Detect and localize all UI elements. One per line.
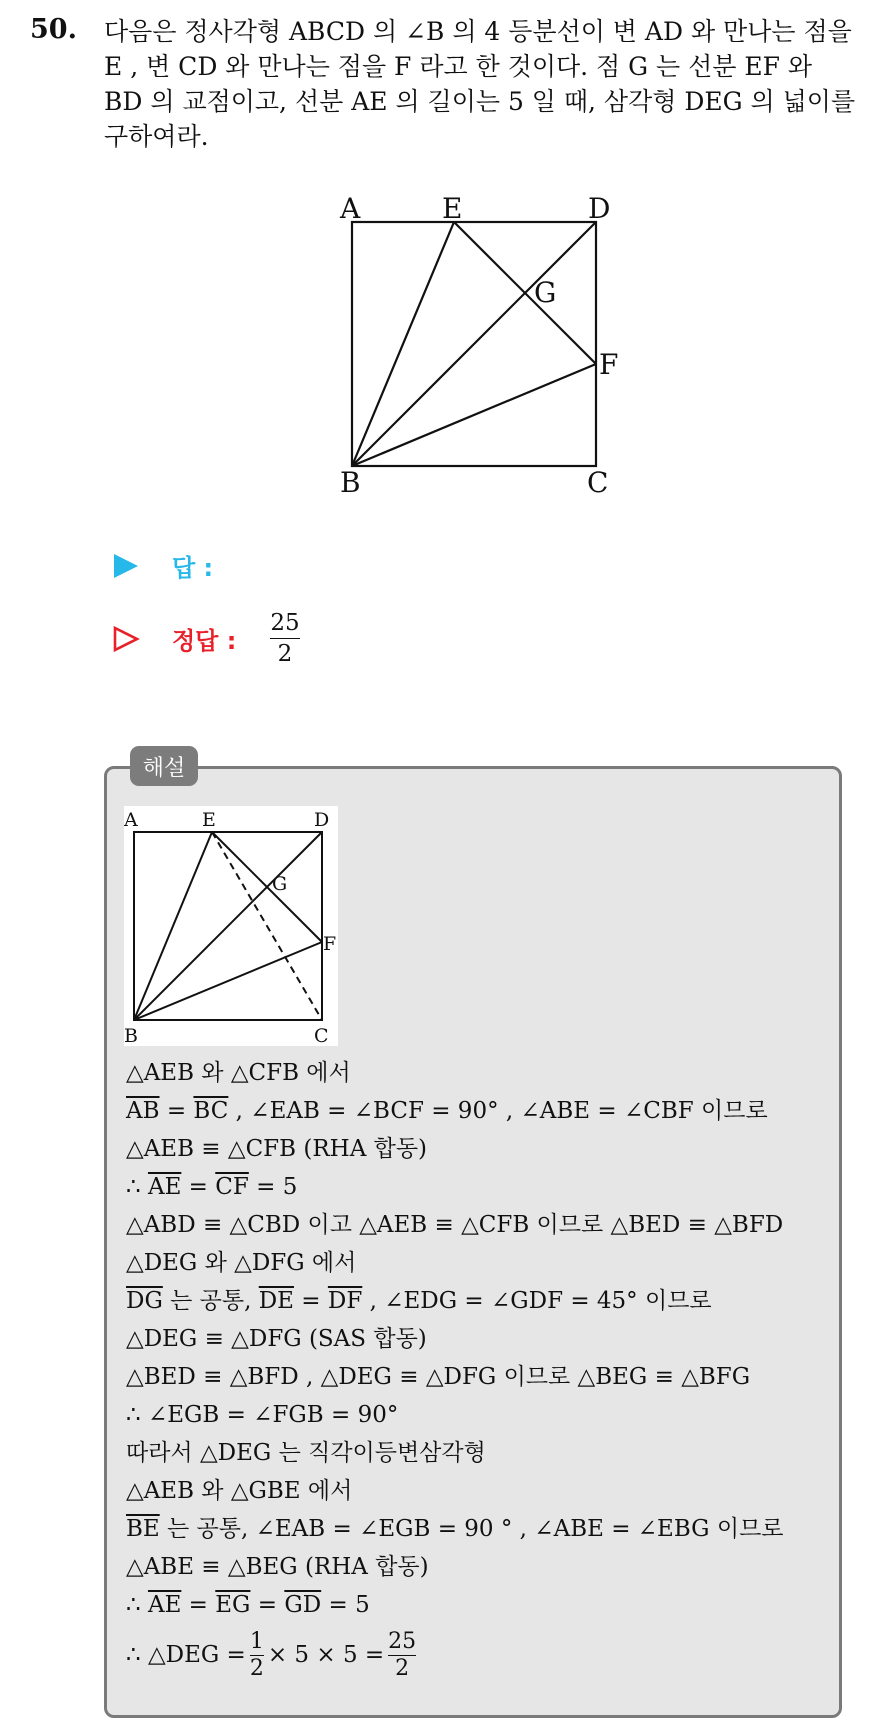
explanation-line: $\overline{BE}$ 는 공통, ∠EAB = ∠EGB = 90 ° , ∠ABE = ∠EBG 이므로 [126,1516,784,1542]
segment-symbol: $\overline{DF}$ [327,1288,363,1314]
explanation-tag: 해설 [130,746,198,786]
correct-answer-fraction [270,610,299,667]
label-a: A [340,192,361,225]
label-b: B [340,466,361,499]
segment-symbol: $\overline{AB}$ [126,1098,160,1124]
explanation-figure [124,806,338,1046]
explanation-line: △DEG ≡ △DFG (SAS 합동) [126,1326,427,1352]
explanation-text [126,1054,836,1686]
segment-symbol: $\overline{AE}$ [147,1174,182,1200]
explanation-line: △AEB 와 △CFB 에서 [126,1060,351,1086]
correct-answer-label: 정답 : [172,627,237,655]
segment-symbol: $\overline{CF}$ [215,1174,249,1200]
question-text [104,14,864,154]
segment-symbol: $\overline{AE}$ [147,1592,182,1618]
question-line: 구하여라. [104,122,209,151]
label-b-small: B [124,1025,138,1046]
label-f: F [599,348,619,381]
filled-triangle-icon [112,553,140,579]
label-e-small: E [202,809,216,831]
explanation-line: △AEB 와 △GBE 에서 [126,1478,353,1504]
label-d: D [588,192,611,225]
label-d-small: D [314,809,330,831]
question-line: E , 변 CD 와 만나는 점을 F 라고 한 것이다. 점 G 는 선분 EF 와 [104,52,813,81]
segment-symbol: $\overline{BC}$ [193,1098,229,1124]
label-f-small: F [323,933,337,955]
explanation-line: $\overline{DG}$ 는 공통, $\overline{DE} = \overline{DF}$ , ∠EDG = ∠GDF = 45° 이므로 [126,1288,712,1314]
question-figure [330,188,620,503]
outline-triangle-icon [112,626,140,652]
label-a-small: A [124,809,138,831]
question-number: 50. [30,14,77,45]
label-g: G [534,276,557,309]
explanation-line: ∴ $\overline{AE} = \overline{CF} = 5$ [126,1174,298,1200]
label-c: C [587,466,609,499]
fraction: $\frac{25}{2}$ [388,1628,417,1681]
explanation-line: △DEG 와 △DFG 에서 [126,1250,357,1276]
explanation-line: 따라서 △DEG 는 직각이등변삼각형 [126,1440,486,1466]
label-g-small: G [272,873,288,895]
question-line: 다음은 정사각형 ABCD 의 ∠B 의 4 등분선이 변 AD 와 만나는 점을 [104,17,852,46]
segment-symbol: $\overline{GD}$ [284,1592,322,1618]
explanation-line: ∴ △DEG = $\frac{1}{2}$ × 5 × 5 = $\frac{25}{2}$ [126,1628,417,1681]
label-c-small: C [314,1025,329,1046]
explanation-line: △ABD ≡ △CBD 이고 △AEB ≡ △CFB 이므로 △BED ≡ △BFD [126,1212,784,1238]
answer-label: 답 : [172,554,214,582]
segment-symbol: $\overline{DG}$ [126,1288,163,1314]
segment-symbol: $\overline{BE}$ [126,1516,160,1542]
correct-answer-row [112,610,300,667]
segment-symbol: $\overline{DE}$ [258,1288,294,1314]
answer-row [112,548,213,583]
segment-bd [352,222,596,466]
question-line: BD 의 교점이고, 선분 AE 의 길이는 5 일 때, 삼각형 DEG 의 넓이를 [104,87,856,116]
explanation-line: △BED ≡ △BFD , △DEG ≡ △DFG 이므로 △BEG ≡ △BFG [126,1364,751,1390]
explanation-line: $\overline{AB} = \overline{BC}$ , ∠EAB = ∠BCF = 90° , ∠ABE = ∠CBF 이므로 [126,1098,768,1124]
fraction: $\frac{1}{2}$ [249,1628,264,1681]
fraction-denominator: 2 [277,641,293,667]
explanation-line: ∴ $\overline{AE} = \overline{EG} = \overline{GD} = 5$ [126,1592,370,1618]
fraction-numerator: 25 [270,610,300,636]
explanation-line: ∴ ∠EGB = ∠FGB = 90° [126,1402,399,1428]
explanation-line: △ABE ≡ △BEG (RHA 합동) [126,1554,429,1580]
segment-symbol: $\overline{EG}$ [215,1592,251,1618]
label-e: E [442,192,463,225]
explanation-line: △AEB ≡ △CFB (RHA 합동) [126,1136,428,1162]
